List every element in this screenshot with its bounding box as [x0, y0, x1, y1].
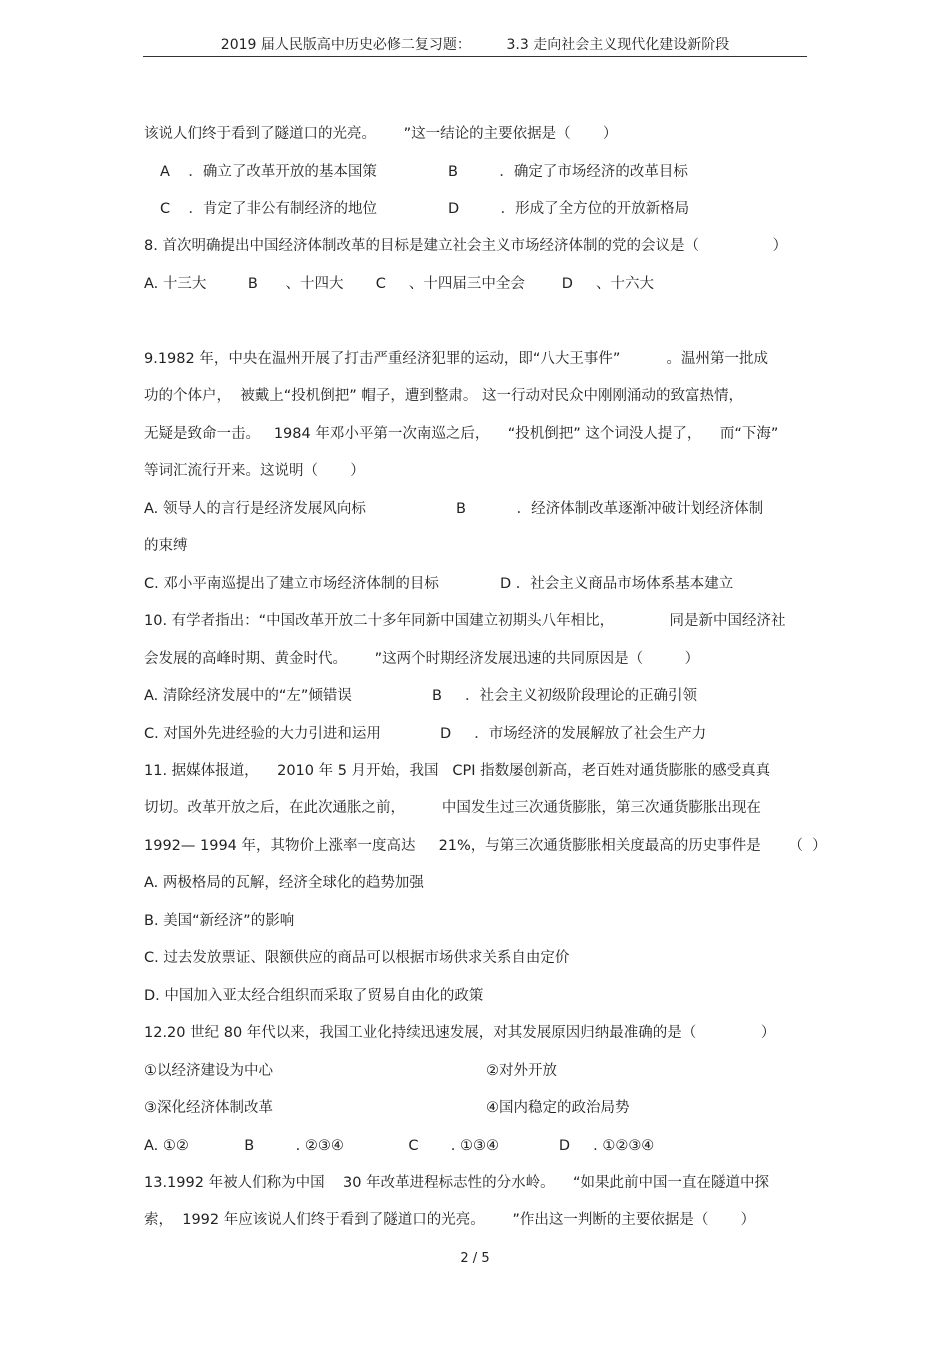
q7-option-c: C ．肯定了非公有制经济的地位: [160, 201, 378, 217]
q7-stem-tail: 该说人们终于看到了隧道口的光亮。 ”这一结论的主要依据是（ ）: [144, 126, 618, 142]
q11-stem-2: 切切。改革开放之后，在此次通胀之前， 中国发生过三次通货膨胀，第三次通货膨胀出现在: [144, 800, 761, 816]
q10-option-b: B ．社会主义初级阶段理论的正确引领: [432, 688, 697, 704]
q9-stem-2: 功的个体户， 被戴上“投机倒把” 帽子，遭到整肃。 这一行动对民众中刚刚涌动的致富热情，: [144, 388, 743, 404]
q12-item-3: ③深化经济体制改革: [144, 1100, 273, 1116]
q13-stem-1: 13.1992 年被人们称为中国 30 年改革进程标志性的分水岭。 “如果此前中国一直在隧道中探: [144, 1175, 770, 1191]
q12-item-2: ②对外开放: [486, 1063, 557, 1079]
q8-stem: 8. 首次明确提出中国经济体制改革的目标是建立社会主义市场经济体制的党的会议是（ ）: [144, 238, 788, 254]
q9-stem-4: 等词汇流行开来。这说明（ ）: [144, 463, 365, 479]
q7-option-b: B ．确定了市场经济的改革目标: [448, 164, 688, 180]
page-header: 2019 届人民版高中历史必修二复习题： 3.3 走向社会主义现代化建设新阶段: [143, 34, 807, 57]
q7-option-d: D ．形成了全方位的开放新格局: [448, 201, 690, 217]
q10-option-c: C. 对国外先进经验的大力引进和运用: [144, 726, 381, 742]
q13-stem-2: 索， 1992 年应该说人们终于看到了隧道口的光亮。 ”作出这一判断的主要依据是（ ）: [144, 1212, 756, 1228]
q11-stem-1: 11. 据媒体报道， 2010 年 5 月开始，我国 CPI 指数屡创新高，老百姓对通货膨胀的感受真真: [144, 763, 771, 779]
q10-stem-2: 会发展的高峰时期、黄金时代。 ”这两个时期经济发展迅速的共同原因是（ ）: [144, 651, 700, 667]
q9-option-c: C. 邓小平南巡提出了建立市场经济体制的目标: [144, 576, 439, 592]
q11-option-c: C. 过去发放票证、限额供应的商品可以根据市场供求关系自由定价: [144, 950, 570, 966]
q12-item-4: ④国内稳定的政治局势: [486, 1100, 630, 1116]
q10-stem-1: 10. 有学者指出：“中国改革开放二十多年同新中国建立初期头八年相比， 同是新中国经济社: [144, 613, 786, 629]
q8-options: A. 十三大 B 、十四大 C 、十四届三中全会 D 、十六大: [144, 276, 654, 292]
q10-option-d: D ．市场经济的发展解放了社会生产力: [440, 726, 707, 742]
q12-options: A. ①② B . ②③④ C . ①③④ D . ①②③④: [144, 1138, 655, 1154]
q9-option-b-cont: 的束缚: [144, 538, 188, 554]
q9-option-a: A. 领导人的言行是经济发展风向标: [144, 501, 366, 517]
q9-option-d: D ．社会主义商品市场体系基本建立: [500, 576, 734, 592]
q11-option-b: B. 美国“新经济”的影响: [144, 913, 295, 929]
q9-option-b: B ．经济体制改革逐渐冲破计划经济体制: [456, 501, 764, 517]
q10-option-a: A. 清除经济发展中的“左”倾错误: [144, 688, 352, 704]
q9-stem-1: 9.1982 年，中央在温州开展了打击严重经济犯罪的运动，即“八大王事件” 。温州第一批成: [144, 351, 768, 367]
q12-item-1: ①以经济建设为中心: [144, 1063, 273, 1079]
q12-stem: 12.20 世纪 80 年代以来，我国工业化持续迅速发展，对其发展原因归纳最准确的是（ ）: [144, 1025, 776, 1041]
q9-stem-3: 无疑是致命一击。 1984 年邓小平第一次南巡之后， “投机倒把” 这个词没人提了， 而“下海”: [144, 426, 779, 442]
q11-option-a: A. 两极格局的瓦解，经济全球化的趋势加强: [144, 875, 424, 891]
q11-stem-3: 1992— 1994 年，其物价上涨率一度高达 21%，与第三次通货膨胀相关度最高的历史事件是 （ ）: [144, 838, 827, 854]
page-number: 2 / 5: [460, 1251, 490, 1266]
q7-option-a: A ．确立了改革开放的基本国策: [160, 164, 377, 180]
q11-option-d: D. 中国加入亚太经合组织而采取了贸易自由化的政策: [144, 988, 484, 1004]
